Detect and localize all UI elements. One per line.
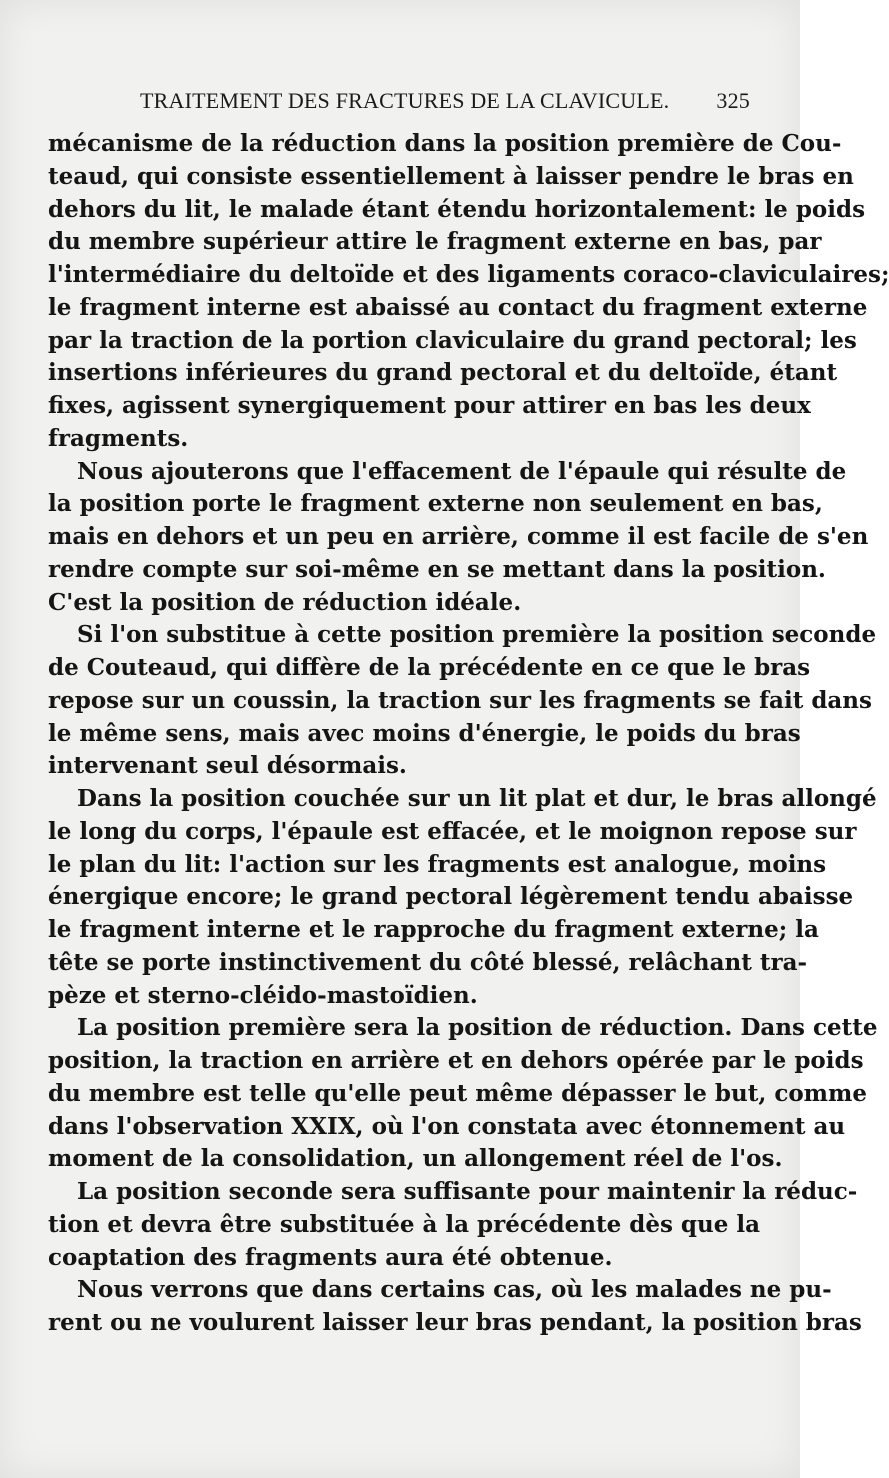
- text-line: tion et devra être substituée à la précédente dès que la: [48, 1210, 760, 1238]
- text-line: Nous verrons que dans certains cas, où les malades ne pu-: [77, 1276, 832, 1304]
- text-line: insertions inférieures du grand pectoral et du deltoïde, étant: [48, 359, 838, 387]
- text-line: mais en dehors et un peu en arrière, comme il est facile de s'en: [48, 523, 869, 550]
- text-line: tête se porte instinctivement du côté blessé, relâchant tra-: [48, 948, 808, 976]
- text-line: le long du corps, l'épaule est effacée, et le moignon repose sur: [48, 817, 857, 845]
- text-line: repose sur un coussin, la traction sur les fragments se fait dans: [48, 686, 872, 714]
- text-line: énergique encore; le grand pectoral légèrement tendu abaisse: [48, 883, 854, 911]
- text-line: Si l'on substitue à cette position première la position seconde: [77, 621, 877, 649]
- text-line: le même sens, mais avec moins d'énergie, le poids du bras: [48, 719, 801, 747]
- text-line: pèze et sterno-cléido-mastoïdien.: [48, 981, 478, 1009]
- text-line: de Couteaud, qui diffère de la précédente en ce que le bras: [48, 654, 811, 681]
- paragraph: [48, 1274, 862, 1340]
- page-number: 325: [716, 88, 750, 113]
- text-line: par la traction de la portion claviculaire du grand pectoral; les: [48, 326, 857, 354]
- text-line: rendre compte sur soi-même en se mettant dans la position.: [48, 555, 826, 583]
- text-line: intervenant seul désormais.: [48, 752, 407, 780]
- running-header: [140, 88, 750, 120]
- paragraph: [48, 128, 889, 456]
- text-line: le fragment interne est abaissé au contact du fragment externe: [48, 293, 868, 321]
- text-line: le fragment interne et le rapproche du fragment externe; la: [48, 916, 819, 943]
- text-line: du membre est telle qu'elle peut même dépasser le but, comme: [48, 1079, 867, 1107]
- text-line: fixes, agissent synergiquement pour attirer en bas les deux: [48, 392, 811, 419]
- paragraph: [48, 1012, 878, 1176]
- text-line: le plan du lit: l'action sur les fragments est analogue, moins: [48, 850, 827, 878]
- text-line: coaptation des fragments aura été obtenue.: [48, 1243, 613, 1271]
- text-line: mécanisme de la réduction dans la position première de Cou-: [48, 130, 842, 157]
- text-line: l'intermédiaire du deltoïde et des ligaments coraco-claviculaires;: [48, 261, 889, 288]
- text-line: du membre supérieur attire le fragment externe en bas, par: [48, 228, 822, 256]
- text-line: moment de la consolidation, un allongement réel de l'os.: [48, 1145, 783, 1173]
- running-title: TRAITEMENT DES FRACTURES DE LA CLAVICULE.: [140, 88, 670, 113]
- paragraph: [48, 1176, 858, 1274]
- body-text: [48, 128, 889, 1340]
- text-line: La position seconde sera suffisante pour maintenir la réduc-: [77, 1178, 858, 1205]
- text-line: la position porte le fragment externe non seulement en bas,: [48, 490, 823, 518]
- paragraph: [48, 619, 877, 783]
- text-line: rent ou ne voulurent laisser leur bras pendant, la position bras: [48, 1309, 862, 1336]
- paragraph: [48, 783, 877, 1012]
- text-line: La position première sera la position de réduction. Dans cette: [77, 1014, 878, 1042]
- text-line: C'est la position de réduction idéale.: [48, 588, 522, 616]
- text-line: Dans la position couchée sur un lit plat et dur, le bras allongé: [77, 785, 877, 812]
- text-line: fragments.: [48, 424, 189, 452]
- text-line: dans l'observation XXIX, où l'on constata avec étonnement au: [48, 1112, 846, 1140]
- text-line: dehors du lit, le malade étant étendu horizontalement: le poids: [48, 195, 866, 223]
- text-line: Nous ajouterons que l'effacement de l'épaule qui résulte de: [77, 457, 847, 485]
- paragraph: [48, 456, 869, 620]
- text-line: position, la traction en arrière et en dehors opérée par le poids: [48, 1047, 864, 1074]
- text-line: teaud, qui consiste essentiellement à laisser pendre le bras en: [48, 162, 854, 190]
